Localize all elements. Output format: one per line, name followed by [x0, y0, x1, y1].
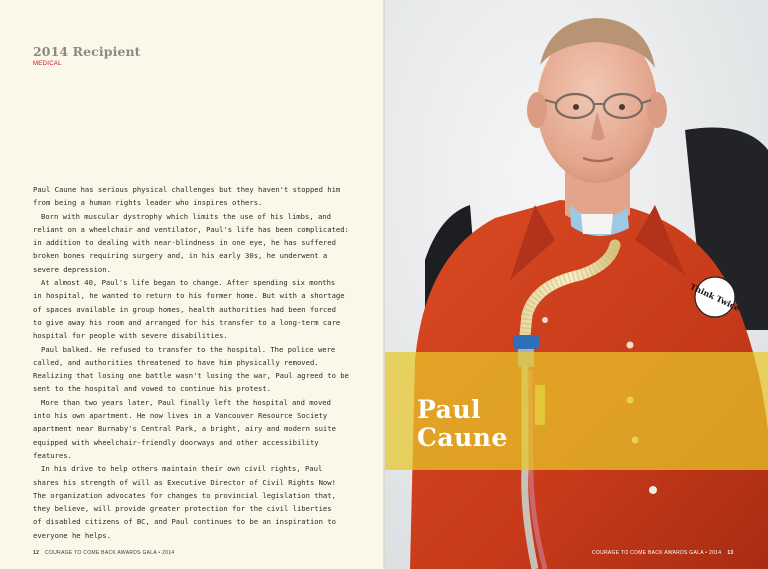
paragraph: At almost 40, Paul's life began to change. After spending six months in hospital, he wanted to return to his former home. But with a shortage of spaces available in group homes, health authorities had been forced to give away his room and arranged for his transfer to a long-term care hospital for people with severe disabilities. [33, 278, 345, 341]
page-number: 12 [33, 550, 40, 556]
recipient-heading: 2014 Recipient [33, 44, 141, 59]
paragraph: Born with muscular dystrophy which limits the use of his limbs, and reliant on a wheelchair and ventilator, Paul's life has been complicated: in addition to dealing with near-blindness in one eye, he has suffered broken bones requiring surgery and, in his early 30s, he underwent a severe depression. [33, 211, 349, 274]
last-name: Caune [417, 423, 508, 452]
recipient-name [417, 396, 508, 452]
portrait-photo [385, 0, 768, 569]
page-number: 13 [727, 550, 734, 556]
footer-text: COURAGE TO COME BACK AWARDS GALA • 2014 [45, 550, 175, 556]
category-label: MEDICAL [33, 61, 62, 67]
right-page [385, 0, 768, 569]
left-footer [33, 550, 175, 556]
pin-text: Think Twice [688, 281, 742, 313]
paragraph: In his drive to help others maintain their own civil rights, Paul shares his strength of will as Executive Director of Civil Rights Now! The organization advocates for changes to provincial legislation that, they believe, will provide greater protection for the civil liberties of disabled citizens of BC, and Paul continues to be an inspiration to everyone he helps. [33, 464, 336, 540]
article-body [33, 183, 357, 542]
paragraph: Paul balked. He refused to transfer to the hospital. The police were called, and authorities threatened to have him physically removed. Realizing that losing one battle wasn't losing the war, Paul agreed to be sent to the hospital and vowed to continue his protest. [33, 344, 349, 394]
footer-text: COURAGE TO COME BACK AWARDS GALA • 2014 [592, 550, 722, 556]
paragraph: Paul Caune has serious physical challenges but they haven't stopped him from being a human rights leader who inspires others. [33, 185, 341, 208]
right-footer [592, 550, 734, 556]
paragraph: More than two years later, Paul finally left the hospital and moved into his own apartment. He now lives in a Vancouver Resource Society apartment near Burnaby's Central Park, a bright, airy and modern suite equipped with wheelchair-friendly doorways and other accessibility features. [33, 397, 336, 460]
first-name: Paul [417, 395, 481, 424]
